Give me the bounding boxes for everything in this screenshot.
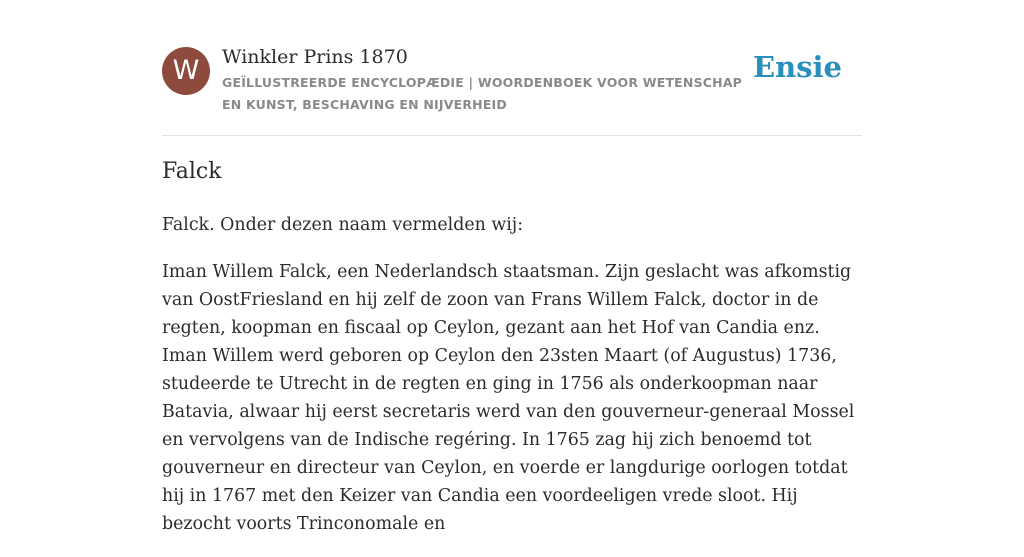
article-body [162,211,867,557]
source-header [162,47,862,117]
ensie-logo[interactable]: Ensie [753,50,842,84]
source-title[interactable]: Winkler Prins 1870 [222,46,408,68]
source-subtitle: GEÏLLUSTREERDE ENCYCLOPÆDIE | WOORDENBOEK VOOR WETENSCHAP EN KUNST, BESCHAVING EN NIJVERHEID [222,75,743,112]
article-paragraph: Iman Willem Falck, een Nederlandsch staatsman. Zijn geslacht was afkomstig van OostFriesland en hij zelf de zoon van Frans Willem Falck, doctor in de regten, koopman en fiscaal op Ceylon, gezant aan het Hof van Candia enz. Iman Willem werd geboren op Ceylon den 23sten Maart (of Augustus) 1736, studeerde te Utrecht in de regten en ging in 1756 als onderkoopman naar Batavia, alwaar hij eerst secretaris werd van den gouverneur-generaal Mossel en vervolgens van de Indische regéring. In 1765 zag hij zich benoemd tot gouverneur en directeur van Ceylon, en voerde er langdurige oorlogen totdat hij in 1767 met den Keizer van Candia een voordeeligen vrede sloot. Hij bezocht voorts Trinconomale en [162,262,855,534]
article-paragraph: Falck. Onder dezen naam vermelden wij: [162,215,524,235]
article-title: Falck [162,159,222,184]
avatar[interactable]: W [162,47,210,95]
header-divider [162,135,862,136]
